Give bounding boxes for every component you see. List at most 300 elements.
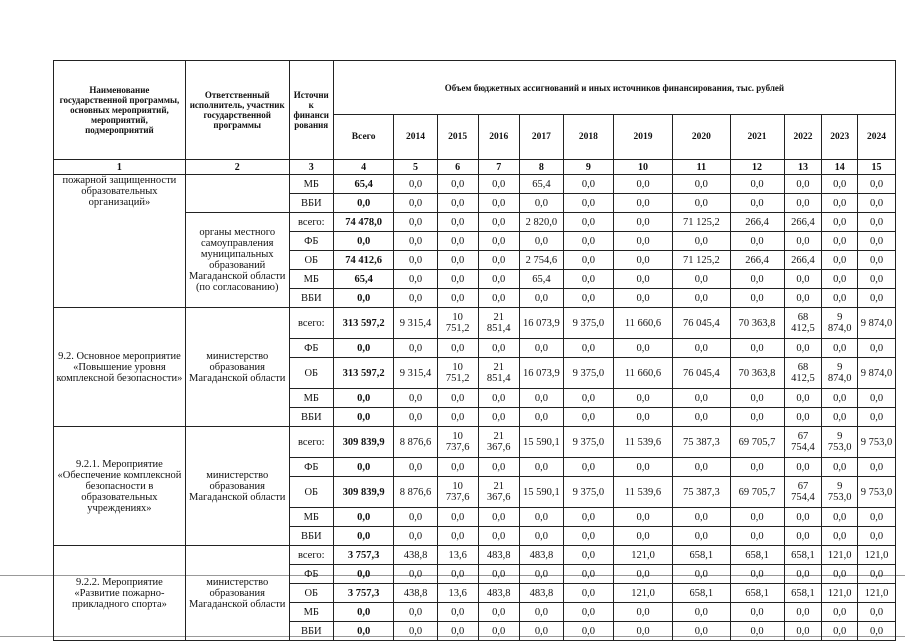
- year-value-cell: 0,0: [858, 408, 896, 427]
- year-value-cell: 0,0: [437, 622, 478, 641]
- year-value-cell: 21 851,4: [478, 308, 519, 339]
- year-value-cell: 0,0: [822, 175, 858, 194]
- year-value-cell: 0,0: [784, 508, 822, 527]
- year-value-cell: 16 073,9: [519, 358, 563, 389]
- year-value-cell: 0,0: [478, 527, 519, 546]
- total-value-cell: 0,0: [333, 508, 394, 527]
- year-value-cell: 0,0: [730, 339, 784, 358]
- total-value-cell: 0,0: [333, 603, 394, 622]
- total-value-cell: 74 412,6: [333, 251, 394, 270]
- year-value-cell: 0,0: [564, 458, 614, 477]
- funding-source-cell: ВБИ: [289, 408, 333, 427]
- funding-source-cell: МБ: [289, 508, 333, 527]
- year-value-cell: 8 876,6: [394, 477, 437, 508]
- header-source: Источник финанси рования: [289, 61, 333, 160]
- funding-source-cell: ВБИ: [289, 527, 333, 546]
- year-value-cell: 0,0: [858, 622, 896, 641]
- total-value-cell: 65,4: [333, 175, 394, 194]
- year-value-cell: 0,0: [784, 389, 822, 408]
- year-value-cell: 0,0: [478, 270, 519, 289]
- year-value-cell: 0,0: [613, 603, 672, 622]
- year-value-cell: 0,0: [673, 408, 730, 427]
- funding-source-cell: МБ: [289, 270, 333, 289]
- year-value-cell: 0,0: [613, 232, 672, 251]
- year-value-cell: 13,6: [437, 584, 478, 603]
- year-value-cell: 0,0: [519, 408, 563, 427]
- year-value-cell: 0,0: [730, 232, 784, 251]
- column-number: 6: [437, 160, 478, 175]
- total-value-cell: 0,0: [333, 339, 394, 358]
- year-value-cell: 483,8: [478, 584, 519, 603]
- year-value-cell: 0,0: [478, 232, 519, 251]
- year-value-cell: 9 753,0: [858, 427, 896, 458]
- year-value-cell: 0,0: [437, 408, 478, 427]
- year-value-cell: 0,0: [613, 270, 672, 289]
- funding-source-cell: ФБ: [289, 339, 333, 358]
- year-value-cell: 0,0: [564, 389, 614, 408]
- year-value-cell: 9 753,0: [822, 427, 858, 458]
- year-value-cell: 0,0: [613, 458, 672, 477]
- column-number: 11: [673, 160, 730, 175]
- year-value-cell: 0,0: [858, 565, 896, 584]
- funding-source-cell: ФБ: [289, 232, 333, 251]
- program-name-cell: 9.2.1. Мероприятие «Обеспечение комплексной безопасности в образовательных учреждениях»: [54, 427, 186, 546]
- year-value-cell: 266,4: [730, 213, 784, 232]
- year-value-cell: 9 753,0: [822, 477, 858, 508]
- year-value-cell: 21 851,4: [478, 358, 519, 389]
- funding-source-cell: МБ: [289, 175, 333, 194]
- budget-table-sheet: [53, 60, 896, 641]
- year-value-cell: 0,0: [437, 232, 478, 251]
- year-value-cell: 0,0: [858, 527, 896, 546]
- year-value-cell: 0,0: [437, 251, 478, 270]
- year-value-cell: 0,0: [394, 194, 437, 213]
- total-value-cell: 313 597,2: [333, 358, 394, 389]
- year-value-cell: 0,0: [478, 622, 519, 641]
- year-value-cell: 0,0: [613, 175, 672, 194]
- year-value-cell: 0,0: [478, 194, 519, 213]
- year-value-cell: 0,0: [822, 603, 858, 622]
- year-value-cell: 0,0: [437, 289, 478, 308]
- total-value-cell: 0,0: [333, 408, 394, 427]
- year-value-cell: 0,0: [437, 175, 478, 194]
- column-number: 4: [333, 160, 394, 175]
- year-value-cell: 65,4: [519, 175, 563, 194]
- year-value-cell: 0,0: [519, 339, 563, 358]
- funding-source-cell: ВБИ: [289, 289, 333, 308]
- program-name-cell: 9.2.2. Мероприятие «Развитие пожарно-прикладного спорта»: [54, 546, 186, 641]
- year-value-cell: 70 363,8: [730, 308, 784, 339]
- year-value-cell: 0,0: [613, 289, 672, 308]
- year-value-cell: 0,0: [437, 603, 478, 622]
- funding-source-cell: МБ: [289, 389, 333, 408]
- year-value-cell: 0,0: [478, 289, 519, 308]
- column-numbers-row: [54, 160, 896, 175]
- header-year-6: 2019: [613, 115, 672, 160]
- year-value-cell: 0,0: [394, 232, 437, 251]
- year-value-cell: 658,1: [730, 584, 784, 603]
- year-value-cell: 76 045,4: [673, 308, 730, 339]
- year-value-cell: 0,0: [613, 389, 672, 408]
- year-value-cell: 0,0: [519, 508, 563, 527]
- year-value-cell: 76 045,4: [673, 358, 730, 389]
- year-value-cell: 121,0: [613, 546, 672, 565]
- year-value-cell: 0,0: [437, 389, 478, 408]
- year-value-cell: 0,0: [564, 584, 614, 603]
- year-value-cell: 0,0: [858, 389, 896, 408]
- year-value-cell: 11 539,6: [613, 427, 672, 458]
- year-value-cell: 9 874,0: [858, 308, 896, 339]
- year-value-cell: 0,0: [613, 565, 672, 584]
- year-value-cell: 0,0: [478, 213, 519, 232]
- year-value-cell: 0,0: [394, 508, 437, 527]
- funding-source-cell: ФБ: [289, 565, 333, 584]
- year-value-cell: 0,0: [784, 232, 822, 251]
- year-value-cell: 0,0: [613, 408, 672, 427]
- year-value-cell: 9 375,0: [564, 308, 614, 339]
- header-year-5: 2018: [564, 115, 614, 160]
- year-value-cell: 15 590,1: [519, 427, 563, 458]
- column-number: 9: [564, 160, 614, 175]
- year-value-cell: 0,0: [822, 213, 858, 232]
- year-value-cell: 0,0: [564, 603, 614, 622]
- header-year-9: 2022: [784, 115, 822, 160]
- funding-source-cell: ОБ: [289, 358, 333, 389]
- total-value-cell: 0,0: [333, 527, 394, 546]
- header-year-1: 2014: [394, 115, 437, 160]
- year-value-cell: 0,0: [437, 527, 478, 546]
- header-year-4: 2017: [519, 115, 563, 160]
- year-value-cell: 0,0: [730, 622, 784, 641]
- year-value-cell: 0,0: [564, 251, 614, 270]
- responsible-cell: министерство образования Магаданской области: [185, 308, 289, 427]
- year-value-cell: 0,0: [784, 565, 822, 584]
- column-number: 12: [730, 160, 784, 175]
- year-value-cell: 71 125,2: [673, 251, 730, 270]
- year-value-cell: 0,0: [394, 408, 437, 427]
- year-value-cell: 0,0: [730, 270, 784, 289]
- year-value-cell: 0,0: [673, 270, 730, 289]
- year-value-cell: 0,0: [519, 565, 563, 584]
- column-number: 8: [519, 160, 563, 175]
- total-value-cell: 0,0: [333, 622, 394, 641]
- year-value-cell: 0,0: [822, 527, 858, 546]
- year-value-cell: 483,8: [519, 584, 563, 603]
- header-year-8: 2021: [730, 115, 784, 160]
- total-value-cell: 65,4: [333, 270, 394, 289]
- year-value-cell: 0,0: [394, 527, 437, 546]
- year-value-cell: 0,0: [437, 508, 478, 527]
- table-body: [54, 175, 896, 641]
- funding-source-cell: всего:: [289, 308, 333, 339]
- year-value-cell: 0,0: [564, 232, 614, 251]
- year-value-cell: 0,0: [394, 251, 437, 270]
- total-value-cell: 0,0: [333, 458, 394, 477]
- year-value-cell: 8 876,6: [394, 427, 437, 458]
- year-value-cell: 0,0: [613, 527, 672, 546]
- year-value-cell: 75 387,3: [673, 477, 730, 508]
- column-number: 1: [54, 160, 186, 175]
- year-value-cell: 69 705,7: [730, 477, 784, 508]
- column-number: 5: [394, 160, 437, 175]
- year-value-cell: 0,0: [519, 389, 563, 408]
- year-value-cell: 68 412,5: [784, 308, 822, 339]
- year-value-cell: 0,0: [822, 194, 858, 213]
- responsible-cell: [185, 175, 289, 213]
- year-value-cell: 483,8: [478, 546, 519, 565]
- total-value-cell: 0,0: [333, 389, 394, 408]
- year-value-cell: 9 874,0: [822, 358, 858, 389]
- year-value-cell: 0,0: [822, 339, 858, 358]
- year-value-cell: 67 754,4: [784, 477, 822, 508]
- year-value-cell: 0,0: [478, 389, 519, 408]
- year-value-cell: 9 375,0: [564, 427, 614, 458]
- year-value-cell: 0,0: [673, 508, 730, 527]
- year-value-cell: 0,0: [437, 194, 478, 213]
- funding-source-cell: МБ: [289, 603, 333, 622]
- year-value-cell: 0,0: [394, 603, 437, 622]
- year-value-cell: 0,0: [478, 508, 519, 527]
- year-value-cell: 0,0: [394, 622, 437, 641]
- year-value-cell: 0,0: [858, 213, 896, 232]
- year-value-cell: 16 073,9: [519, 308, 563, 339]
- year-value-cell: 0,0: [519, 603, 563, 622]
- year-value-cell: 21 367,6: [478, 427, 519, 458]
- year-value-cell: 0,0: [822, 408, 858, 427]
- year-value-cell: 0,0: [784, 270, 822, 289]
- year-value-cell: 0,0: [784, 175, 822, 194]
- column-number: 10: [613, 160, 672, 175]
- year-value-cell: 0,0: [822, 251, 858, 270]
- year-value-cell: 0,0: [478, 565, 519, 584]
- year-value-cell: 11 539,6: [613, 477, 672, 508]
- year-value-cell: 11 660,6: [613, 308, 672, 339]
- year-value-cell: 0,0: [730, 194, 784, 213]
- year-value-cell: 0,0: [519, 194, 563, 213]
- year-value-cell: 0,0: [478, 251, 519, 270]
- year-value-cell: 266,4: [784, 251, 822, 270]
- year-value-cell: 0,0: [613, 194, 672, 213]
- year-value-cell: 0,0: [858, 458, 896, 477]
- year-value-cell: 0,0: [394, 270, 437, 289]
- year-value-cell: 0,0: [784, 527, 822, 546]
- year-value-cell: 0,0: [673, 194, 730, 213]
- column-number: 13: [784, 160, 822, 175]
- total-value-cell: 313 597,2: [333, 308, 394, 339]
- header-volume: Объем бюджетных ассигнований и иных источников финансирования, тыс. рублей: [333, 61, 895, 115]
- funding-source-cell: всего:: [289, 213, 333, 232]
- year-value-cell: 0,0: [564, 408, 614, 427]
- total-value-cell: 74 478,0: [333, 213, 394, 232]
- year-value-cell: 0,0: [613, 339, 672, 358]
- column-number: 14: [822, 160, 858, 175]
- year-value-cell: 0,0: [519, 527, 563, 546]
- table-row: [54, 175, 896, 194]
- total-value-cell: 309 839,9: [333, 477, 394, 508]
- year-value-cell: 0,0: [394, 565, 437, 584]
- year-value-cell: 0,0: [673, 527, 730, 546]
- year-value-cell: 9 874,0: [858, 358, 896, 389]
- funding-source-cell: ОБ: [289, 584, 333, 603]
- year-value-cell: 69 705,7: [730, 427, 784, 458]
- year-value-cell: 121,0: [858, 546, 896, 565]
- year-value-cell: 0,0: [730, 458, 784, 477]
- year-value-cell: 0,0: [478, 339, 519, 358]
- year-value-cell: 0,0: [858, 603, 896, 622]
- year-value-cell: 0,0: [673, 289, 730, 308]
- year-value-cell: 9 375,0: [564, 358, 614, 389]
- year-value-cell: 0,0: [564, 339, 614, 358]
- year-value-cell: 0,0: [564, 565, 614, 584]
- year-value-cell: 0,0: [394, 175, 437, 194]
- header-year-11: 2024: [858, 115, 896, 160]
- year-value-cell: 0,0: [564, 289, 614, 308]
- header-program-name: Наименование государственной программы, основных мероприятий, мероприятий, подмероприятий: [54, 61, 186, 160]
- year-value-cell: 0,0: [437, 458, 478, 477]
- total-value-cell: 3 757,3: [333, 546, 394, 565]
- program-name-cell: пожарной защищенности образовательных организаций»: [54, 175, 186, 308]
- year-value-cell: 0,0: [822, 458, 858, 477]
- year-value-cell: 0,0: [784, 622, 822, 641]
- year-value-cell: 0,0: [784, 408, 822, 427]
- total-value-cell: 0,0: [333, 194, 394, 213]
- year-value-cell: 0,0: [784, 194, 822, 213]
- year-value-cell: 9 315,4: [394, 308, 437, 339]
- year-value-cell: 13,6: [437, 546, 478, 565]
- year-value-cell: 121,0: [822, 546, 858, 565]
- year-value-cell: 0,0: [564, 546, 614, 565]
- year-value-cell: 0,0: [394, 213, 437, 232]
- year-value-cell: 0,0: [478, 458, 519, 477]
- year-value-cell: 15 590,1: [519, 477, 563, 508]
- header-year-3: 2016: [478, 115, 519, 160]
- year-value-cell: 0,0: [673, 175, 730, 194]
- year-value-cell: 67 754,4: [784, 427, 822, 458]
- year-value-cell: 0,0: [822, 508, 858, 527]
- year-value-cell: 438,8: [394, 584, 437, 603]
- year-value-cell: 0,0: [519, 622, 563, 641]
- funding-source-cell: всего:: [289, 546, 333, 565]
- year-value-cell: 0,0: [730, 565, 784, 584]
- year-value-cell: 0,0: [822, 270, 858, 289]
- year-value-cell: 0,0: [613, 508, 672, 527]
- column-number: 7: [478, 160, 519, 175]
- funding-source-cell: всего:: [289, 427, 333, 458]
- year-value-cell: 0,0: [394, 289, 437, 308]
- header-year-0: Всего: [333, 115, 394, 160]
- header-year-10: 2023: [822, 115, 858, 160]
- year-value-cell: 0,0: [673, 603, 730, 622]
- year-value-cell: 0,0: [730, 408, 784, 427]
- year-value-cell: 9 375,0: [564, 477, 614, 508]
- table-row: [54, 308, 896, 339]
- funding-source-cell: ОБ: [289, 251, 333, 270]
- year-value-cell: 0,0: [564, 194, 614, 213]
- year-value-cell: 2 754,6: [519, 251, 563, 270]
- header-responsible: Ответственный исполнитель, участник государственной программы: [185, 61, 289, 160]
- year-value-cell: 0,0: [437, 339, 478, 358]
- year-value-cell: 0,0: [858, 232, 896, 251]
- year-value-cell: 0,0: [858, 508, 896, 527]
- total-value-cell: 0,0: [333, 289, 394, 308]
- year-value-cell: 11 660,6: [613, 358, 672, 389]
- year-value-cell: 0,0: [564, 213, 614, 232]
- header-year-2: 2015: [437, 115, 478, 160]
- year-value-cell: 0,0: [519, 289, 563, 308]
- year-value-cell: 658,1: [784, 546, 822, 565]
- column-number: 15: [858, 160, 896, 175]
- year-value-cell: 0,0: [858, 289, 896, 308]
- year-value-cell: 0,0: [858, 251, 896, 270]
- year-value-cell: 70 363,8: [730, 358, 784, 389]
- year-value-cell: 0,0: [613, 251, 672, 270]
- year-value-cell: 0,0: [822, 232, 858, 251]
- year-value-cell: 0,0: [673, 339, 730, 358]
- year-value-cell: 10 751,2: [437, 308, 478, 339]
- responsible-cell: министерство образования Магаданской области: [185, 546, 289, 641]
- year-value-cell: 0,0: [730, 508, 784, 527]
- year-value-cell: 0,0: [673, 622, 730, 641]
- year-value-cell: 2 820,0: [519, 213, 563, 232]
- year-value-cell: 0,0: [858, 339, 896, 358]
- column-number: 2: [185, 160, 289, 175]
- year-value-cell: 0,0: [394, 339, 437, 358]
- year-value-cell: 0,0: [730, 527, 784, 546]
- year-value-cell: 0,0: [613, 622, 672, 641]
- year-value-cell: 0,0: [437, 565, 478, 584]
- year-value-cell: 0,0: [519, 458, 563, 477]
- year-value-cell: 658,1: [784, 584, 822, 603]
- year-value-cell: 0,0: [519, 232, 563, 251]
- year-value-cell: 0,0: [673, 565, 730, 584]
- year-value-cell: 0,0: [784, 603, 822, 622]
- year-value-cell: 0,0: [478, 408, 519, 427]
- year-value-cell: 0,0: [478, 175, 519, 194]
- year-value-cell: 65,4: [519, 270, 563, 289]
- program-name-cell: 9.2. Основное мероприятие «Повышение уровня комплексной безопасности»: [54, 308, 186, 427]
- year-value-cell: 0,0: [822, 289, 858, 308]
- year-value-cell: 10 751,2: [437, 358, 478, 389]
- total-value-cell: 3 757,3: [333, 584, 394, 603]
- funding-source-cell: ВБИ: [289, 194, 333, 213]
- total-value-cell: 0,0: [333, 232, 394, 251]
- responsible-cell: министерство образования Магаданской области: [185, 427, 289, 546]
- year-value-cell: 10 737,6: [437, 427, 478, 458]
- year-value-cell: 0,0: [564, 622, 614, 641]
- year-value-cell: 0,0: [673, 458, 730, 477]
- year-value-cell: 658,1: [673, 546, 730, 565]
- year-value-cell: 0,0: [822, 622, 858, 641]
- year-value-cell: 658,1: [673, 584, 730, 603]
- column-number: 3: [289, 160, 333, 175]
- year-value-cell: 438,8: [394, 546, 437, 565]
- year-value-cell: 0,0: [564, 527, 614, 546]
- year-value-cell: 0,0: [730, 389, 784, 408]
- header-year-7: 2020: [673, 115, 730, 160]
- budget-allocation-table: [53, 60, 896, 641]
- year-value-cell: 0,0: [858, 194, 896, 213]
- year-value-cell: 0,0: [730, 289, 784, 308]
- year-value-cell: 0,0: [730, 603, 784, 622]
- year-value-cell: 0,0: [394, 458, 437, 477]
- year-value-cell: 9 753,0: [858, 477, 896, 508]
- year-value-cell: 121,0: [613, 584, 672, 603]
- total-value-cell: 0,0: [333, 565, 394, 584]
- year-value-cell: 0,0: [822, 389, 858, 408]
- year-value-cell: 71 125,2: [673, 213, 730, 232]
- year-value-cell: 0,0: [858, 270, 896, 289]
- year-value-cell: 9 874,0: [822, 308, 858, 339]
